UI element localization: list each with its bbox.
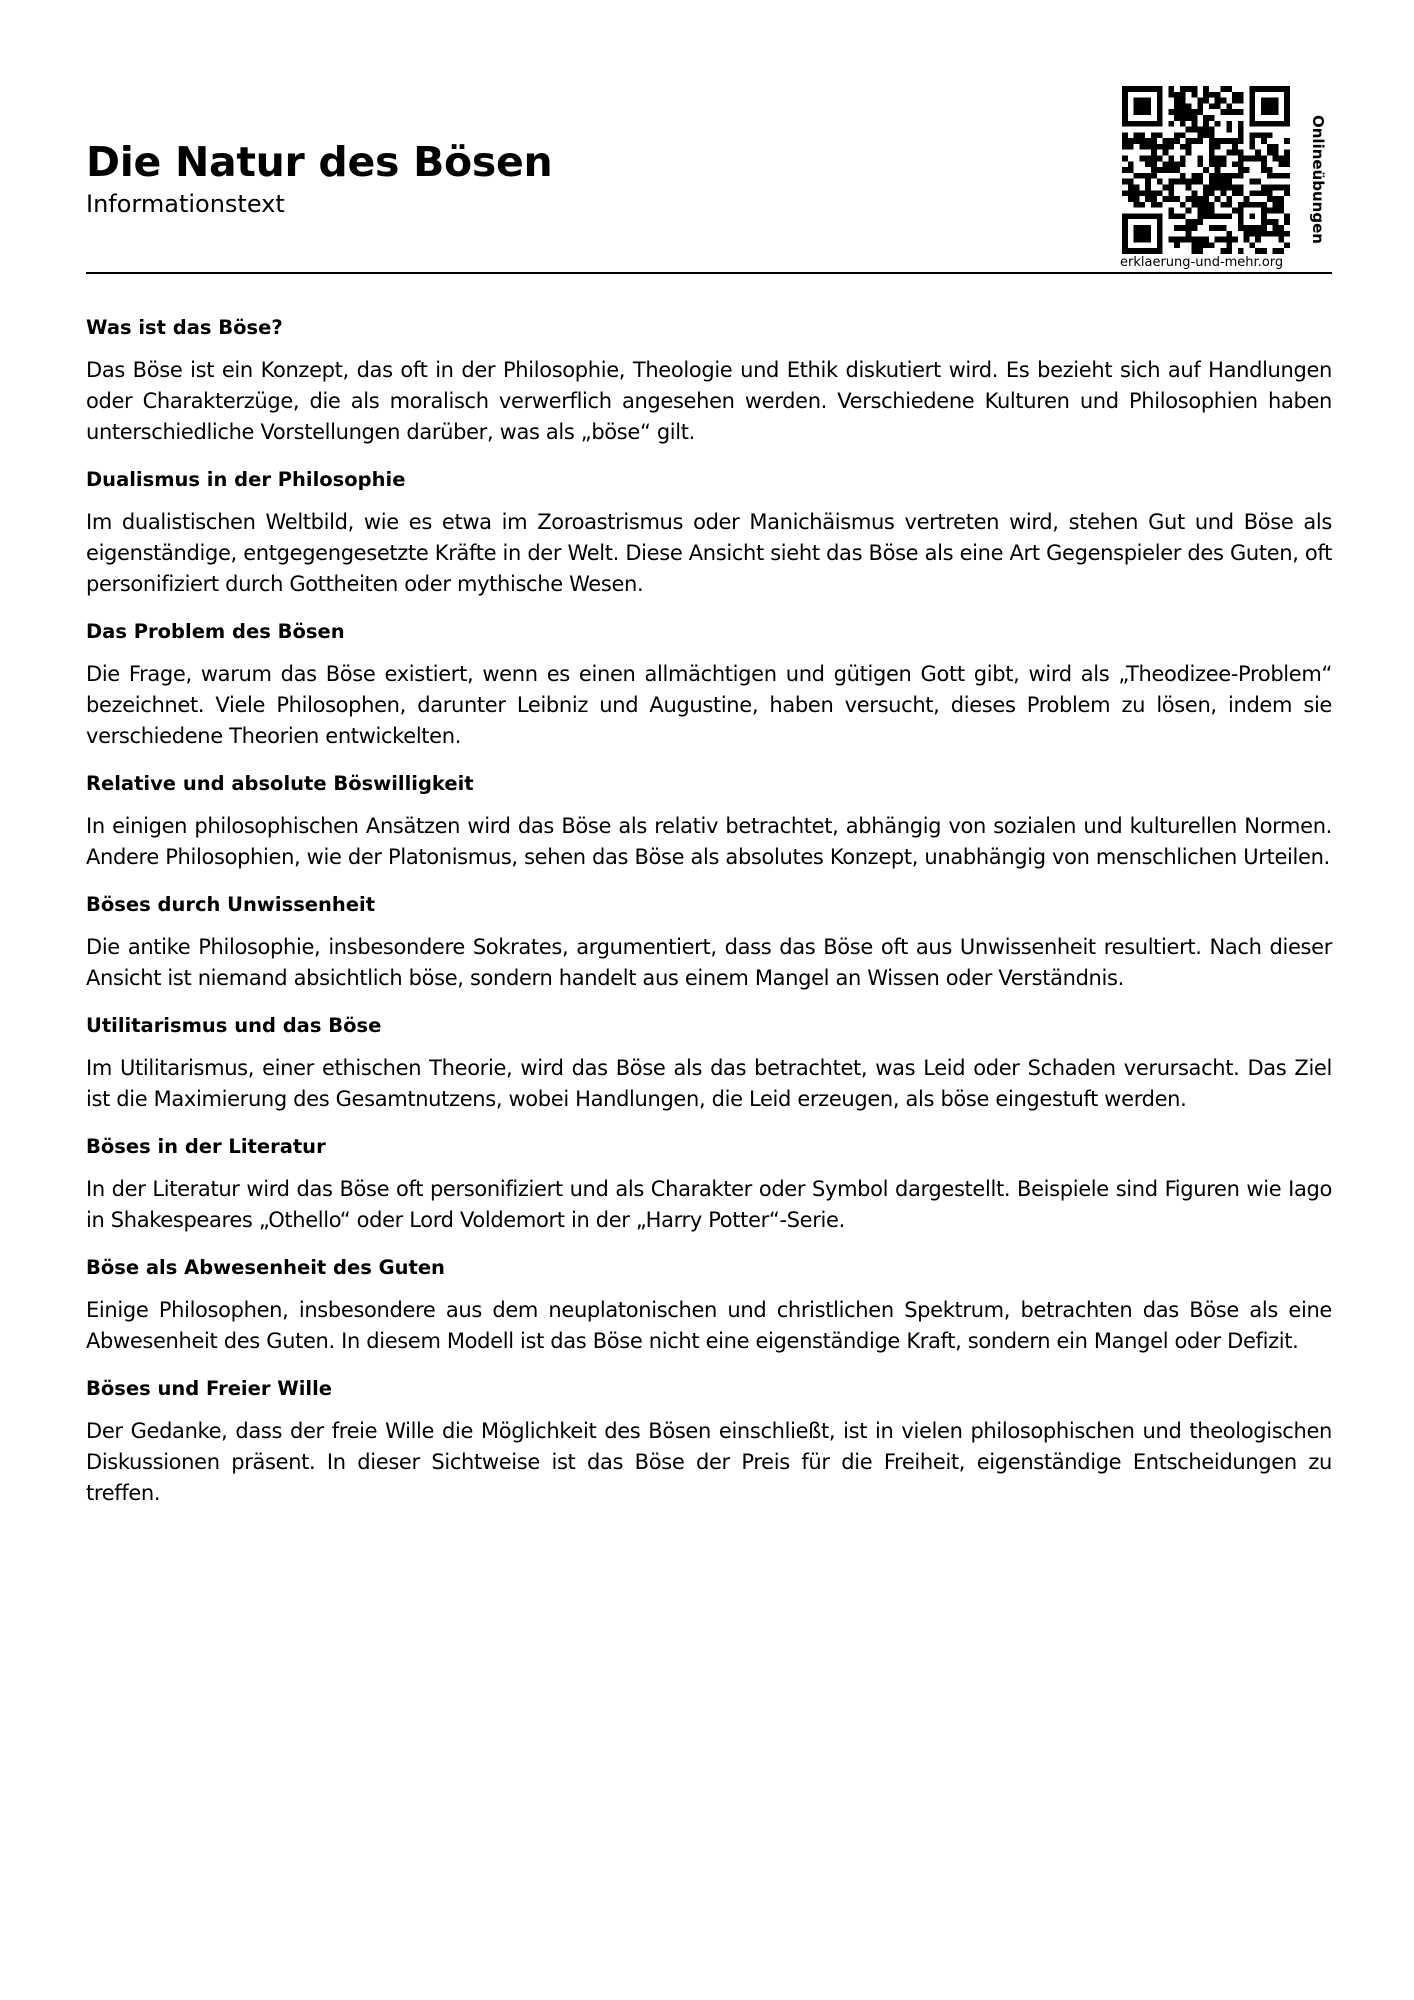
page-title: Die Natur des Bösen [86, 138, 553, 186]
section-heading: Böses durch Unwissenheit [86, 893, 376, 916]
section-paragraph: Im Utilitarismus, einer ethischen Theorie, wird das Böse als das betrachtet, was Leid oder Schaden verursacht. Das Ziel ist die Maximierung des Gesamtnutzens, wobei Handlungen, die Leid erzeugen, als böse eingestuft werden. [86, 1056, 1332, 1111]
page-subtitle: Informationstext [86, 190, 285, 218]
site-url: erklaerung-und-mehr.org [1120, 255, 1284, 270]
section-heading: Böses in der Literatur [86, 1135, 326, 1158]
online-exercises-label [1306, 106, 1330, 252]
online-exercises-text: Onlineübungen [1309, 114, 1327, 244]
header-divider [86, 272, 1332, 274]
text-section [86, 768, 1332, 873]
section-paragraph: Im dualistischen Weltbild, wie es etwa im Zoroastrismus oder Manichäismus vertreten wird, stehen Gut und Böse als eigenständige, entgegengesetzte Kräfte in der Welt. Diese Ansicht sieht das Böse als eine Art Gegenspieler des Guten, oft personifiziert durch Gottheiten oder mythische Wesen. [86, 510, 1332, 596]
section-heading: Relative und absolute Böswilligkeit [86, 772, 474, 795]
text-section [86, 889, 1332, 994]
section-heading: Dualismus in der Philosophie [86, 468, 406, 491]
section-heading: Das Problem des Bösen [86, 620, 345, 643]
main-content [86, 312, 1332, 1525]
section-paragraph: Das Böse ist ein Konzept, das oft in der Philosophie, Theologie und Ethik diskutiert wird. Es bezieht sich auf Handlungen oder Charakterzüge, die als moralisch verwerflich angesehen werden. Verschiedene Kulturen und Philosophien haben unterschiedliche Vorstellungen darüber, was als „böse“ gilt. [86, 358, 1332, 444]
text-section [86, 1373, 1332, 1509]
section-heading: Böse als Abwesenheit des Guten [86, 1256, 445, 1279]
text-section [86, 1252, 1332, 1357]
section-paragraph: In einigen philosophischen Ansätzen wird das Böse als relativ betrachtet, abhängig von sozialen und kulturellen Normen. Andere Philosophien, wie der Platonismus, sehen das Böse als absolutes Konzept, unabhängig von menschlichen Urteilen. [86, 814, 1332, 869]
section-paragraph: In der Literatur wird das Böse oft personifiziert und als Charakter oder Symbol dargestellt. Beispiele sind Figuren wie Iago in Shakespeares „Othello“ oder Lord Voldemort in der „Harry Potter“-Serie. [86, 1177, 1332, 1232]
section-paragraph: Die Frage, warum das Böse existiert, wenn es einen allmächtigen und gütigen Gott gibt, wird als „Theodizee-Problem“ bezeichnet. Viele Philosophen, darunter Leibniz und Augustine, haben versucht, dieses Problem zu lösen, indem sie verschiedene Theorien entwickelten. [86, 662, 1332, 748]
page-header [86, 82, 1332, 274]
section-paragraph: Einige Philosophen, insbesondere aus dem neuplatonischen und christlichen Spektrum, betrachten das Böse als eine Abwesenheit des Guten. In diesem Modell ist das Böse nicht eine eigenständige Kraft, sondern ein Mangel oder Defizit. [86, 1298, 1332, 1353]
text-section [86, 464, 1332, 600]
text-section [86, 1131, 1332, 1236]
text-section [86, 616, 1332, 752]
section-heading: Was ist das Böse? [86, 316, 283, 339]
text-section [86, 312, 1332, 448]
section-heading: Böses und Freier Wille [86, 1377, 333, 1400]
qr-code-icon[interactable] [1122, 86, 1290, 254]
section-heading: Utilitarismus und das Böse [86, 1014, 382, 1037]
section-paragraph: Die antike Philosophie, insbesondere Sokrates, argumentiert, dass das Böse oft aus Unwissenheit resultiert. Nach dieser Ansicht ist niemand absichtlich böse, sondern handelt aus einem Mangel an Wissen oder Verständnis. [86, 935, 1332, 990]
section-paragraph: Der Gedanke, dass der freie Wille die Möglichkeit des Bösen einschließt, ist in vielen philosophischen und theologischen Diskussionen präsent. In dieser Sichtweise ist das Böse der Preis für die Freiheit, eigenständige Entscheidungen zu treffen. [86, 1419, 1332, 1505]
text-section [86, 1010, 1332, 1115]
